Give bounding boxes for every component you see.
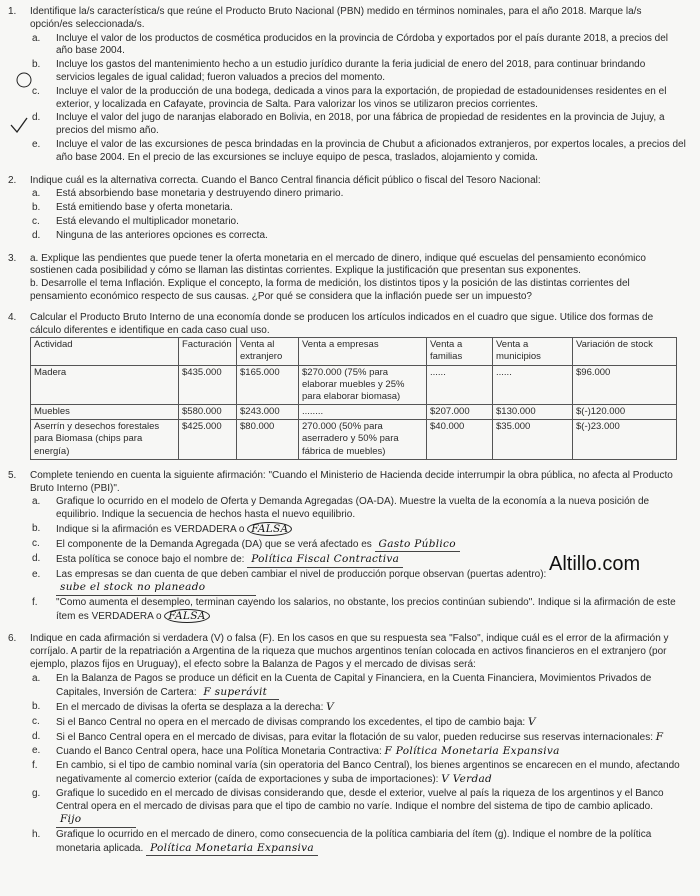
question-number: 3.: [8, 252, 17, 264]
table-cell: Muebles: [31, 405, 179, 420]
question-number: 5.: [8, 469, 17, 481]
table-cell: 270.000 (50% para aserradero y 50% para fábrica de muebles): [299, 420, 427, 459]
answer-6g: Fijo: [56, 813, 136, 827]
table-cell: $130.000: [493, 405, 573, 420]
table-cell: $580.000: [179, 405, 237, 420]
table-cell: $(-)120.000: [573, 405, 677, 420]
table-cell: $(-)23.000: [573, 420, 677, 459]
item-6d: d. Si el Banco Central opera en el mercado de divisas, para evitar la flotación de su valor, pueden reducirse sus reservas internacionales: F: [32, 730, 664, 743]
item-5d: d. Esta política se conoce bajo el nombre de: Política Fiscal Contractiva: [32, 553, 686, 567]
watermark: Altillo.com: [549, 553, 641, 575]
table-cell: ......: [427, 365, 493, 404]
answer-6e: F Política Monetaria Expansiva: [384, 745, 560, 758]
question-number: 4.: [8, 311, 17, 323]
table-cell: Madera: [31, 365, 179, 404]
item-6h: h. Grafique lo ocurrido en el mercado de dinero, como consecuencia de la política cambiaria del ítem (g). Indique el nombre de la política monetaria aplicada. Política Monetaria Expansiva: [32, 829, 686, 856]
table-header: Venta a familias: [427, 338, 493, 365]
question-3b: b. Desarrolle el tema Inflación. Explique el concepto, la forma de medición, los distintos tipos y la posición de las distintas corrientes del pensamiento económico respecto de sus causas. ¿Por qué se considera que la inflación puede ser un impuesto?: [30, 278, 630, 302]
table-cell: $243.000: [237, 405, 299, 420]
table-cell: Aserrín y desechos forestales para Biomasa (chips para energía): [31, 420, 179, 459]
table-cell: $165.000: [237, 365, 299, 404]
table-cell: $435.000: [179, 365, 237, 404]
option-a: a. Está absorbiendo base monetaria y destruyendo dinero primario.: [32, 188, 344, 200]
answer-6b: V: [326, 701, 335, 714]
answer-5d: Política Fiscal Contractiva: [247, 553, 403, 567]
item-5f: f. "Como aumenta el desempleo, terminan cayendo los salarios, no obstante, los precios continúan subiendo". Indique si la afirmación de este ítem es VERDADERA o FALSA: [32, 596, 676, 622]
item-5b: b. Indique si la afirmación es VERDADERA o FALSA: [32, 523, 686, 537]
table-cell: ......: [493, 365, 573, 404]
question-text: Identifique la/s característica/s que reúne el Producto Bruto Nacional (PBN) medido en términos nominales, para el año 2018. Marque la/s opción/es seleccionada/s.: [30, 6, 642, 30]
table-cell: $207.000: [427, 405, 493, 420]
question-number: 2.: [8, 174, 17, 186]
item-6f: f. En cambio, si el tipo de cambio nominal varía (sin operatoria del Banco Central), los bienes argentinos se encarecen en el mundo, afectando negativamente al comercio exterior (caída de exportaciones y suba de importaciones): V Verdad: [32, 760, 680, 786]
question-text: Calcular el Producto Bruto Interno de una economía donde se producen los artículos indicados en el cuadro que sigue. Utilice dos formas de cálculo diferentes e identifique en cada caso cual uso.: [30, 311, 654, 336]
table-row: [31, 405, 677, 420]
question-text: Complete teniendo en cuenta la siguiente afirmación: "Cuando el Ministerio de Hacienda decide interrumpir la obra pública, no afecta al Producto Bruto Interno (PBI)".: [30, 469, 673, 494]
question-2: [8, 175, 686, 243]
option-c: c. Incluye el valor de la producción de una bodega, dedicada a vinos para la exportación, de propiedad de estadounidenses residentes en el exterior, y localizada en Cafayate, provincia de Salta. Para valorizar los vinos se utilizaron precios corrientes.: [32, 85, 667, 110]
table-header-row: [31, 338, 677, 365]
item-5e: e. Las empresas se dan cuenta de que deben cambiar el nivel de producción porque observan (puertas adentro): sube el stock no planeado: [32, 569, 686, 596]
answer-6h: Política Monetaria Expansiva: [146, 842, 318, 856]
table-header: Venta a empresas: [299, 338, 427, 365]
option-d: d. Incluye el valor del jugo de naranjas elaborado en Bolivia, en 2018, por una fábrica de propiedad de residentes en la provincia de Jujuy, a precios del mismo año.: [32, 112, 665, 137]
checkmark-icon: [8, 115, 30, 137]
table-cell: $35.000: [493, 420, 573, 459]
question-text: Indique en cada afirmación si verdadera (V) o falsa (F). En los casos en que su respuesta sea "Falso", indique cuál es el error de la afirmación y corríjalo. A partir de la repatriación a Argentina de la riqueza que muchos argentinos tenían colocada en activos financieros en el extranjero (por ejemplo, plazos fijos en Uruguay), el efecto sobre la Balanza de Pagos y el mercado de divisas será:: [30, 633, 669, 671]
item-6a: a. En la Balanza de Pagos se produce un déficit en la Cuenta de Capital y Financiera, en la Cuenta Financiera, Movimientos Privados de Capitales, Inversión de Cartera: F superávit: [32, 673, 686, 700]
option-b: b. Incluye los gastos del mantenimiento hecho a un estudio jurídico durante la feria judicial de enero del 2018, para continuar brindando servicios legales de igual calidad; fueron valuados a precios del momento.: [32, 59, 646, 83]
answer-5c: Gasto Público: [375, 538, 460, 552]
table-header: Variación de stock: [573, 338, 677, 365]
question-1: [8, 6, 686, 165]
question-6: [8, 633, 686, 856]
question-text: Indique cuál es la alternativa correcta. Cuando el Banco Central financia déficit público o fiscal del Tesoro Nacional:: [30, 174, 541, 186]
table-cell: ........: [299, 405, 427, 420]
table-header: Facturación: [179, 338, 237, 365]
table-header: Venta al extranjero: [237, 338, 299, 365]
table-cell: $270.000 (75% para elaborar muebles y 25% para elaborar biomasa): [299, 365, 427, 404]
question-3: [8, 253, 686, 304]
item-6b: b. En el mercado de divisas la oferta se desplaza a la derecha: V: [32, 701, 335, 714]
table-cell: $40.000: [427, 420, 493, 459]
item-6g: g. Grafique lo sucedido en el mercado de divisas considerando que, desde el exterior, vuelve al país la riqueza de los argentinos y el Banco Central opera en el mercado de divisas para que el tipo de cambio no varíe. Indique el nombre del sistema de tipo de cambio aplicado. Fijo: [32, 788, 686, 828]
option-c: c. Está elevando el multiplicador monetario.: [32, 215, 239, 227]
option-b: b. Está emitiendo base y oferta monetaria.: [32, 202, 233, 214]
table-header: Venta a municipios: [493, 338, 573, 365]
answer-5e: sube el stock no planeado: [56, 581, 256, 595]
question-4: [8, 312, 686, 460]
answer-6a: F superávit: [199, 686, 279, 700]
question-5: [8, 470, 686, 624]
table-row: [31, 365, 677, 404]
item-5c: c. El componente de la Demanda Agregada (DA) que se verá afectado es Gasto Público: [32, 538, 686, 552]
table-cell: $425.000: [179, 420, 237, 459]
table-header: Actividad: [31, 338, 179, 365]
question-number: 6.: [8, 633, 17, 645]
answer-5f: FALSA: [164, 609, 209, 623]
answer-5b: FALSA: [247, 522, 292, 536]
table-cell: $80.000: [237, 420, 299, 459]
table-cell: $96.000: [573, 365, 677, 404]
production-table: [30, 337, 677, 459]
option-e: e. Incluye el valor de las excursiones de pesca brindadas en la provincia de Chubut a aficionados extranjeros, por expertos locales, a precios del año base 2004. En el precio de las excursiones se incluye equipo de pesca, traslados, alojamiento y comida.: [32, 138, 686, 163]
answer-6f: V Verdad: [441, 773, 493, 786]
answer-6c: V: [527, 715, 536, 728]
answer-6d: F: [655, 730, 664, 743]
item-6c: c. Si el Banco Central no opera en el mercado de divisas comprando los excedentes, el tipo de cambio baja: V: [32, 715, 536, 728]
option-d: d. Ninguna de las anteriores opciones es correcta.: [32, 229, 268, 241]
item-5a: a. Grafique lo ocurrido en el modelo de Oferta y Demanda Agregadas (OA-DA). Muestre la vuelta de la economía a la nueva posición de equilibrio. Indique la secuencia de hechos hasta el nuevo equilibrio.: [32, 496, 650, 521]
table-row: [31, 420, 677, 459]
checkmark-icon: [14, 70, 34, 90]
question-number: 1.: [8, 6, 17, 17]
question-3a: a. Explique las pendientes que puede tener la oferta monetaria en el mercado de dinero, indique qué escuelas del pensamiento económico sostienen cada posibilidad y cómo se llaman las distintas corrientes. Explique la justificación que presentan sus exponentes.: [30, 252, 646, 277]
option-a: a. Incluye el valor de los productos de cosmética producidos en la provincia de Córdoba y exportados por el país durante 2018, a precios del año base 2004.: [32, 32, 669, 57]
item-6e: e. Cuando el Banco Central opera, hace una Política Monetaria Contractiva: F Política Monetaria Expansiva: [32, 745, 560, 758]
